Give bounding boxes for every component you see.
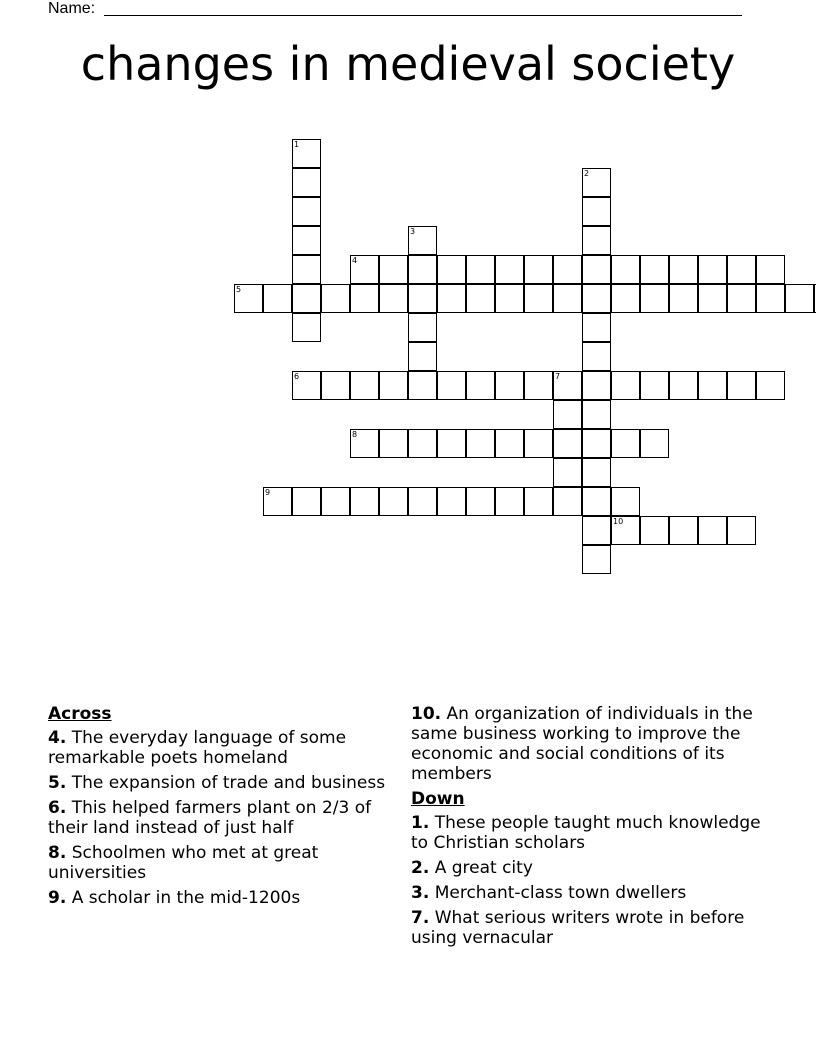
grid-cell[interactable] (321, 487, 350, 516)
grid-cell-number: 9 (265, 488, 271, 497)
grid-cell[interactable] (582, 168, 611, 197)
grid-cell[interactable] (611, 516, 640, 545)
clue-number: 10. (411, 704, 442, 724)
clue-item (48, 888, 398, 908)
clue-text: These people taught much knowledge to Christian scholars (411, 813, 761, 853)
clue-item (411, 858, 771, 878)
grid-cell[interactable] (524, 284, 553, 313)
clue-text: The expansion of trade and business (66, 773, 386, 793)
clue-text: A scholar in the mid-1200s (66, 888, 301, 908)
grid-cell[interactable] (292, 284, 321, 313)
grid-cell[interactable] (234, 284, 263, 313)
clue-number: 7. (411, 908, 430, 928)
grid-cell[interactable] (582, 545, 611, 574)
grid-cell[interactable] (669, 371, 698, 400)
grid-cell[interactable] (321, 371, 350, 400)
clue-text: A great city (429, 858, 533, 878)
grid-cell[interactable] (756, 371, 785, 400)
grid-cell[interactable] (582, 342, 611, 371)
grid-cell[interactable] (669, 255, 698, 284)
grid-cell[interactable] (640, 429, 669, 458)
clue-text: What serious writers wrote in before using vernacular (411, 908, 745, 948)
grid-cell[interactable] (669, 516, 698, 545)
clue-item (411, 908, 771, 948)
grid-cell[interactable] (727, 284, 756, 313)
grid-cell[interactable] (321, 284, 350, 313)
grid-cell[interactable] (756, 255, 785, 284)
grid-cell[interactable] (553, 371, 582, 400)
grid-cell[interactable] (524, 487, 553, 516)
grid-cell[interactable] (408, 313, 437, 342)
grid-cell[interactable] (292, 313, 321, 342)
across-heading: Across (48, 704, 112, 724)
grid-cell[interactable] (437, 429, 466, 458)
grid-cell[interactable] (466, 284, 495, 313)
grid-cell-number: 1 (294, 140, 300, 149)
grid-cell[interactable] (553, 458, 582, 487)
grid-cell[interactable] (756, 284, 785, 313)
grid-cell[interactable] (611, 255, 640, 284)
grid-cell[interactable] (553, 400, 582, 429)
page-title: changes in medieval society (80, 37, 736, 91)
grid-cell[interactable] (379, 429, 408, 458)
grid-cell[interactable] (379, 371, 408, 400)
clue-number: 8. (48, 843, 67, 863)
grid-cell[interactable] (611, 429, 640, 458)
grid-cell[interactable] (582, 284, 611, 313)
grid-cell[interactable] (727, 255, 756, 284)
grid-cell[interactable] (408, 429, 437, 458)
grid-cell[interactable] (582, 487, 611, 516)
grid-cell[interactable] (292, 371, 321, 400)
grid-cell[interactable] (611, 371, 640, 400)
grid-cell[interactable] (408, 255, 437, 284)
grid-cell[interactable] (263, 487, 292, 516)
grid-cell[interactable] (640, 284, 669, 313)
grid-cell[interactable] (785, 284, 814, 313)
down-heading: Down (411, 789, 465, 809)
clue-number: 6. (48, 798, 67, 818)
grid-cell[interactable] (640, 255, 669, 284)
grid-cell[interactable] (495, 284, 524, 313)
grid-cell[interactable] (350, 284, 379, 313)
grid-cell[interactable] (582, 197, 611, 226)
clue-number: 9. (48, 888, 67, 908)
grid-cell[interactable] (582, 313, 611, 342)
grid-cell[interactable] (553, 429, 582, 458)
grid-cell[interactable] (524, 371, 553, 400)
clue-number: 1. (411, 813, 430, 833)
grid-cell[interactable] (437, 284, 466, 313)
clue-text: An organization of individuals in the same business working to improve the economic and social conditions of its members (411, 704, 753, 784)
grid-cell[interactable] (466, 429, 495, 458)
grid-cell[interactable] (727, 516, 756, 545)
grid-cell[interactable] (466, 487, 495, 516)
grid-cell[interactable] (611, 284, 640, 313)
clue-number: 4. (48, 728, 67, 748)
grid-cell[interactable] (437, 487, 466, 516)
clue-text: The everyday language of some remarkable poets homeland (48, 728, 347, 768)
grid-cell[interactable] (698, 516, 727, 545)
clues-left-column (48, 704, 398, 913)
grid-cell[interactable] (553, 487, 582, 516)
grid-cell[interactable] (698, 371, 727, 400)
grid-cell[interactable] (582, 226, 611, 255)
grid-cell[interactable] (379, 255, 408, 284)
name-label: Name: (48, 0, 96, 17)
grid-cell[interactable] (495, 429, 524, 458)
grid-cell[interactable] (408, 371, 437, 400)
grid-cell[interactable] (408, 226, 437, 255)
clue-number: 2. (411, 858, 430, 878)
grid-cell[interactable] (524, 429, 553, 458)
grid-cell[interactable] (582, 255, 611, 284)
grid-cell[interactable] (698, 255, 727, 284)
grid-cell[interactable] (263, 284, 292, 313)
grid-cell[interactable] (669, 284, 698, 313)
clue-item (48, 798, 398, 838)
grid-cell[interactable] (292, 197, 321, 226)
clue-number: 3. (411, 883, 430, 903)
grid-cell[interactable] (350, 255, 379, 284)
grid-cell[interactable] (495, 255, 524, 284)
across-clue-list-continued (411, 704, 771, 784)
grid-cell[interactable] (582, 516, 611, 545)
grid-cell[interactable] (553, 284, 582, 313)
grid-cell[interactable] (466, 371, 495, 400)
grid-cell[interactable] (524, 255, 553, 284)
grid-cell-number: 5 (236, 285, 242, 294)
grid-cell[interactable] (408, 284, 437, 313)
grid-cell-number: 2 (584, 169, 590, 178)
grid-cell-number: 8 (352, 430, 358, 439)
across-clue-list (48, 728, 398, 908)
grid-cell[interactable] (582, 429, 611, 458)
clues-right-column (411, 704, 771, 953)
grid-cell[interactable] (292, 255, 321, 284)
clue-item (411, 883, 771, 903)
grid-cell-number: 3 (410, 227, 416, 236)
grid-cell[interactable] (350, 487, 379, 516)
grid-cell[interactable] (582, 458, 611, 487)
grid-cell[interactable] (553, 255, 582, 284)
grid-cell[interactable] (640, 516, 669, 545)
clue-item (48, 843, 398, 883)
grid-cell-number: 10 (613, 517, 624, 526)
clue-text: This helped farmers plant on 2/3 of their land instead of just half (48, 798, 372, 838)
grid-cell[interactable] (698, 284, 727, 313)
grid-cell[interactable] (379, 284, 408, 313)
down-clue-list (411, 813, 771, 948)
grid-cell[interactable] (640, 371, 669, 400)
grid-cell[interactable] (292, 487, 321, 516)
clue-item (48, 728, 398, 768)
grid-cell[interactable] (292, 168, 321, 197)
grid-cell-number: 7 (555, 372, 561, 381)
grid-cell[interactable] (727, 371, 756, 400)
grid-cell[interactable] (495, 487, 524, 516)
clue-item (411, 813, 771, 853)
grid-cell[interactable] (350, 371, 379, 400)
clue-item (48, 773, 398, 793)
grid-cell[interactable] (350, 429, 379, 458)
grid-cell[interactable] (408, 342, 437, 371)
grid-cell[interactable] (437, 255, 466, 284)
clue-text: Merchant-class town dwellers (429, 883, 687, 903)
grid-cell[interactable] (495, 371, 524, 400)
clue-text: Schoolmen who met at great universities (48, 843, 319, 883)
grid-cell[interactable] (611, 487, 640, 516)
clue-number: 5. (48, 773, 67, 793)
grid-cell[interactable] (582, 371, 611, 400)
grid-cell[interactable] (437, 371, 466, 400)
grid-cell[interactable] (582, 400, 611, 429)
grid-cell-number: 6 (294, 372, 300, 381)
grid-cell-number: 4 (352, 256, 358, 265)
grid-cell[interactable] (466, 255, 495, 284)
clue-item (411, 704, 771, 784)
grid-cell[interactable] (292, 139, 321, 168)
grid-cell[interactable] (408, 487, 437, 516)
grid-cell[interactable] (379, 487, 408, 516)
grid-cell[interactable] (292, 226, 321, 255)
